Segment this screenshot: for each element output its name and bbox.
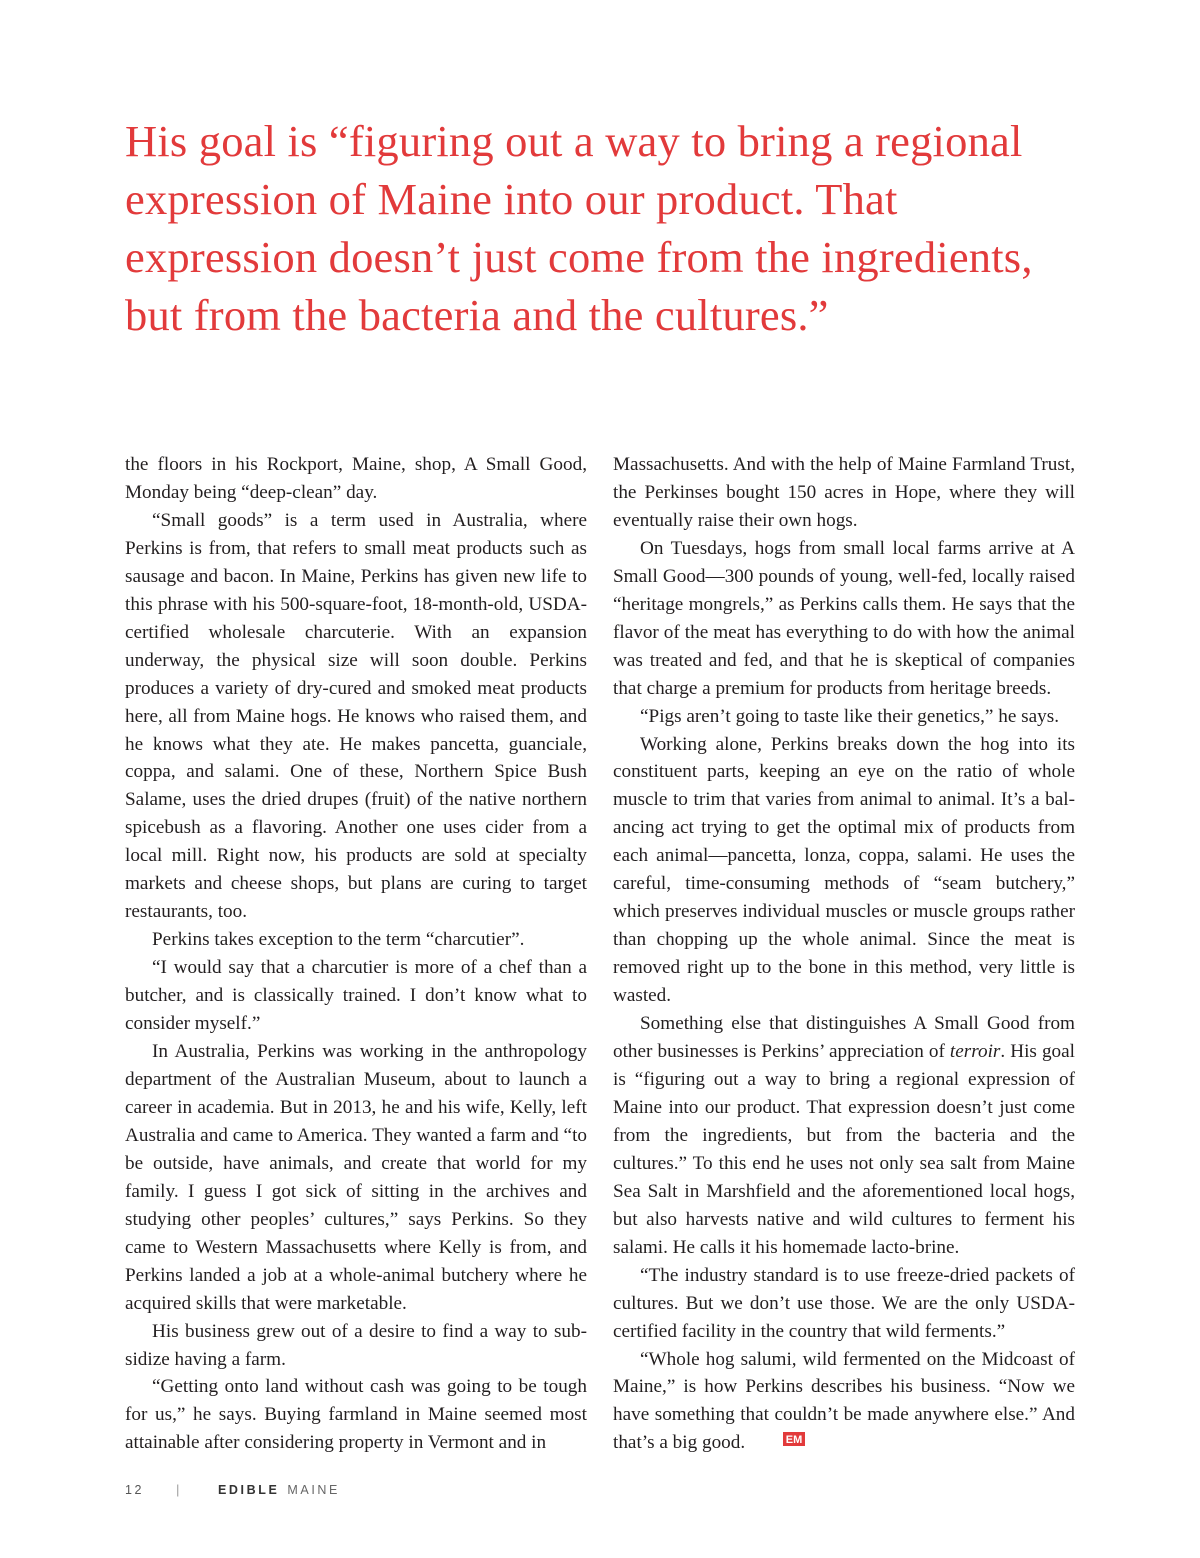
article-column-left xyxy=(125,451,587,1457)
publication-region: MAINE xyxy=(287,1483,340,1497)
paragraph: “Getting onto land without cash was going to be tough for us,” he says. Buying farmland in Maine seemed most attainable after considering property in Vermont and in xyxy=(125,1376,587,1454)
paragraph: the floors in his Rockport, Maine, shop, A Small Good, Monday being “deep-clean” day. xyxy=(125,454,587,503)
paragraph-text: Something else that distinguishes A Small Good from other businesses is Perkins’ appreciation of xyxy=(613,1013,1075,1063)
final-paragraph xyxy=(613,1346,1075,1458)
paragraph xyxy=(613,1010,1075,1262)
pull-quote: His goal is “figuring out a way to bring a regional expression of Maine into our product. That expression doesn’t just come from the ingredients, but from the bacteria and the cultures.” xyxy=(125,116,1033,340)
em-logo-text: EM xyxy=(785,1434,803,1447)
article-column-right xyxy=(613,451,1075,1457)
em-logo-graphic xyxy=(783,1432,805,1446)
paragraph: “Pigs aren’t going to taste like their genetics,” he says. xyxy=(640,705,1059,727)
paragraph: In Australia, Perkins was working in the anthropology department of the Australian Museum, about to launch a career in academia. But in 2013, he and his wife, Kelly, left Australia and came to America. They wanted a farm and “to be outside, have animals, and create that world for my family. I guess I got sick of sitting in the archives and studying other peoples’ cultures,” says Perkins. So they came to Western Massachusetts where Kelly is from, and Perkins landed a job at a whole-animal butchery where he acquired skills that were marketable. xyxy=(125,1041,587,1314)
paragraph: “I would say that a charcutier is more of a chef than a butcher, and is classically trained. I don’t know what to consider myself.” xyxy=(125,957,587,1035)
publication-brand: EDIBLE xyxy=(217,1483,280,1497)
page-number: 12 xyxy=(125,1483,145,1497)
paragraph: His business grew out of a desire to find a way to subsidize having a farm. xyxy=(125,1320,587,1370)
italic-term: terroir xyxy=(949,1041,1001,1063)
paragraph: “Small goods” is a term used in Australia, where Perkins is from, that refers to small meat products such as sausage and bacon. In Maine, Perkins has given new life to this phrase with his 500-square-foot, 18-month-old, USDA-certified wholesale charcuterie. With an expansion underway, the physical size will soon double. Perkins produces a variety of dry-cured and smoked meat products here, all from Maine hogs. He knows who raised them, and he knows what they ate. He makes pancetta, guanciale, coppa, and salami. One of these, Northern Spice Bush Salame, uses the dried drupes (fruit) of the native northern spicebush as a flavoring. Another one uses cider from a local mill. Right now, his products are sold at specialty markets and cheese shops, but plans are curing to target restaurants, too. xyxy=(125,509,587,923)
paragraph-text: . His goal is “figuring out a way to bring a regional expression of Maine into our product. That expression doesn’t just come from the ingredients, but from the bacteria and the cultures.” To this end he uses not only sea salt from Maine Sea Salt in Marshfield and the aforementioned local hogs, but also harvests native and wild cultures to ferment his salami. He calls it his homemade lacto-brine. xyxy=(613,1041,1075,1258)
paragraph-text: “Whole hog salumi, wild fermented on the Midcoast of Maine,” is how Perkins describes his business. “Now we have something that couldn’t be made anywhere else.” And that’s a big good. xyxy=(613,1348,1075,1454)
paragraph: “The industry standard is to use freeze-dried packets of cultures. But we don’t use those. We are the only USDA-certified facility in the country that wild ferments.” xyxy=(613,1264,1075,1342)
paragraph: Working alone, Perkins breaks down the hog into its constituent parts, keeping an eye on the ratio of whole muscle to trim that varies from animal to animal. It’s a balancing act trying to get the optimal mix of products from each animal—pancetta, lonza, coppa, salami. He uses the careful, time-consuming methods of “seam butchery,” which preserves individual muscles or muscle groups rather than chopping up the whole animal. Since the meat is removed right up to the bone in this method, very little is wasted. xyxy=(613,733,1075,1007)
paragraph: Massachusetts. And with the help of Maine Farmland Trust, the Perkinses bought 150 acres in Hope, where they will eventually raise their own hogs. xyxy=(613,454,1075,531)
paragraph: Perkins takes exception to the term “charcutier”. xyxy=(152,929,525,951)
paragraph: On Tuesdays, hogs from small local farms arrive at A Small Good—300 pounds of young, well-fed, locally raised “heritage mongrels,” as Perkins calls them. He says that the flavor of the meat has everything to do with how the animal was treated and fed, and that he is skeptical of companies that charge a premium for products from heritage breeds. xyxy=(613,537,1075,699)
footer-separator: | xyxy=(176,1483,182,1497)
em-logo-icon xyxy=(783,1432,805,1446)
page-footer xyxy=(125,1483,340,1497)
